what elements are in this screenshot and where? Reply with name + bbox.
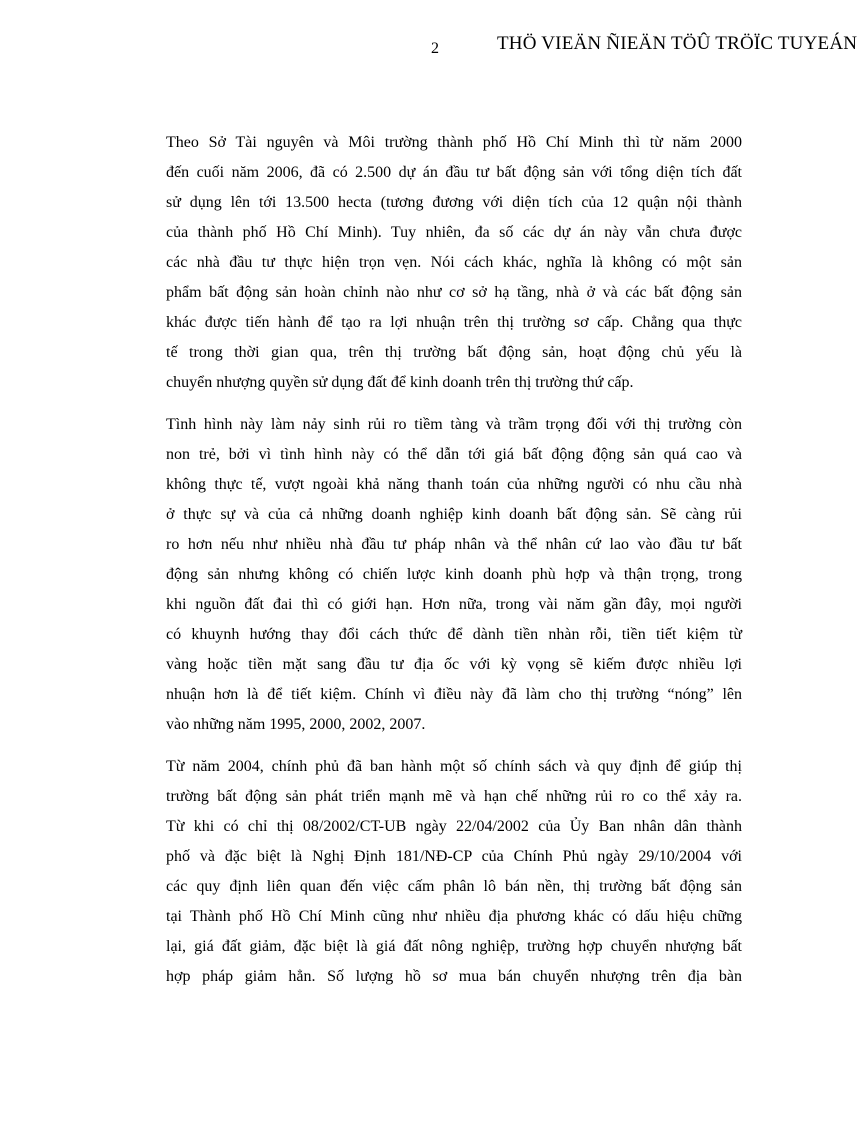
paragraph-1	[166, 128, 742, 398]
text-line: nhuận hơn là để tiết kiệm. Chính vì điều này đã làm cho thị trường “nóng” lên	[166, 686, 742, 703]
text-line: của thành phố Hồ Chí Minh). Tuy nhiên, đa số các dự án này vẫn chưa được	[166, 224, 742, 241]
document-body	[166, 128, 742, 1004]
text-line: sử dụng lên tới 13.500 hecta (tương đương với diện tích của 12 quận nội thành	[166, 194, 742, 211]
text-line: hợp pháp giảm hẳn. Số lượng hồ sơ mua bán chuyển nhượng trên địa bàn	[166, 968, 742, 985]
text-line: ro hơn nếu như nhiều nhà đầu tư pháp nhân và thể nhân cứ lao vào đầu tư bất	[166, 536, 742, 553]
text-line: có khuynh hướng thay đổi cách thức để dành tiền nhàn rỗi, tiền tiết kiệm từ	[166, 626, 742, 643]
text-line: Từ khi có chỉ thị 08/2002/CT-UB ngày 22/04/2002 của Ủy Ban nhân dân thành	[166, 818, 742, 835]
text-line: khác được tiến hành để tạo ra lợi nhuận trên thị trường sơ cấp. Chẳng qua thực	[166, 314, 742, 331]
text-line: các nhà đầu tư thực hiện trọn vẹn. Nói cách khác, nghĩa là không có một sản	[166, 254, 742, 271]
text-line: không thực tế, vượt ngoài khả năng thanh toán của những người có nhu cầu nhà	[166, 476, 742, 493]
text-line: khi nguồn đất đai thì có giới hạn. Hơn nữa, trong vài năm gần đây, mọi người	[166, 596, 742, 613]
text-line: ở thực sự và của cả những doanh nghiệp kinh doanh bất động sản. Sẽ càng rủi	[166, 506, 742, 523]
text-line: động sản nhưng không có chiến lược kinh doanh phù hợp và thận trọng, trong	[166, 566, 742, 583]
text-line: vàng hoặc tiền mặt sang đầu tư địa ốc với kỳ vọng sẽ kiếm được nhiều lợi	[166, 656, 742, 673]
text-line: Theo Sở Tài nguyên và Môi trường thành phố Hồ Chí Minh thì từ năm 2000	[166, 134, 742, 151]
text-line: tại Thành phố Hồ Chí Minh cũng như nhiều địa phương khác có dấu hiệu chững	[166, 908, 742, 925]
text-line: các quy định liên quan đến việc cấm phân lô bán nền, thị trường bất động sản	[166, 878, 742, 895]
text-line: Từ năm 2004, chính phủ đã ban hành một số chính sách và quy định để giúp thị	[166, 758, 742, 775]
text-line: lại, giá đất giảm, đặc biệt là giá đất nông nghiệp, trường hợp chuyển nhượng bất	[166, 938, 742, 955]
text-line: đến cuối năm 2006, đã có 2.500 dự án đầu tư bất động sản với tổng diện tích đất	[166, 164, 742, 181]
text-line: phố và đặc biệt là Nghị Định 181/NĐ-CP của Chính Phủ ngày 29/10/2004 với	[166, 848, 742, 865]
paragraph-3	[166, 752, 742, 992]
text-line: tế trong thời gian qua, trên thị trường bất động sản, hoạt động chủ yếu là	[166, 344, 742, 361]
running-header: THÖ VIEÄN ÑIEÄN TÖÛ TRÖÏC TUYEÁN	[497, 33, 857, 54]
text-line: non trẻ, bởi vì tình hình này có thể dẫn tới giá bất động động sản quá cao và	[166, 446, 742, 463]
text-line: Tình hình này làm nảy sinh rủi ro tiềm tàng và trầm trọng đối với thị trường còn	[166, 416, 742, 433]
page-number: 2	[431, 40, 439, 57]
text-line: phẩm bất động sản hoàn chỉnh nào như cơ sở hạ tầng, nhà ở và các bất động sản	[166, 284, 742, 301]
text-line: vào những năm 1995, 2000, 2002, 2007.	[166, 716, 426, 733]
text-line: trường bất động sản phát triển mạnh mẽ và hạn chế những rủi ro co thể xảy ra.	[166, 788, 742, 805]
text-line: chuyển nhượng quyền sử dụng đất để kinh doanh trên thị trường thứ cấp.	[166, 374, 634, 391]
paragraph-2	[166, 410, 742, 740]
